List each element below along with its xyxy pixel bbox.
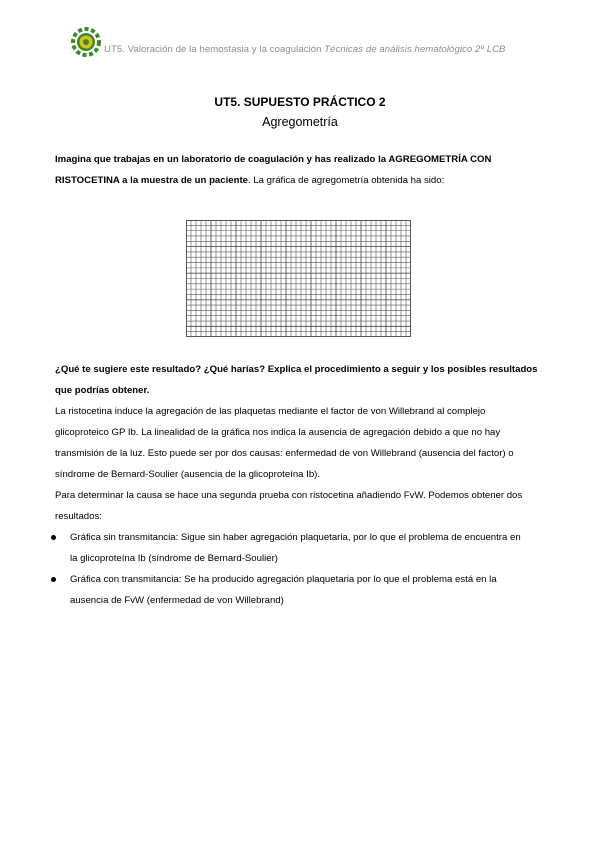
intro-line-1: Imagina que trabajas en un laboratorio de coagulación y has realizado la AGREGOMETRÍA CON (55, 154, 492, 165)
page-header (70, 26, 550, 62)
intro-line-2-rest: . La gráfica de agregometría obtenida ha sido: (248, 175, 445, 186)
list-item-line-1: Gráfica sin transmitancia: Sigue sin haber agregación plaquetaria, por lo que el problema de encuentra en (70, 532, 521, 543)
header-title (104, 44, 505, 55)
aggregometry-chart (186, 220, 411, 337)
list-item-line-2: ausencia de FvW (enfermedad de von Willebrand) (70, 595, 284, 606)
answer-line: resultados: (55, 511, 102, 522)
intro-paragraph (55, 149, 545, 191)
intro-line-2-bold: RISTOCETINA a la muestra de un paciente (55, 175, 248, 186)
page-title: UT5. SUPUESTO PRÁCTICO 2 (214, 95, 386, 109)
list-item-line-2: la glicoproteína Ib (síndrome de Bernard-Soulier) (70, 553, 278, 564)
bullet-icon (51, 535, 56, 540)
question-line-1: ¿Qué te sugiere este resultado? ¿Qué harías? Explica el procedimiento a seguir y los posibles resultados (55, 364, 538, 375)
intro-line-2 (55, 170, 545, 191)
answer-line: síndrome de Bernard-Soulier (ausencia de la glicoproteína Ib). (55, 469, 321, 480)
answer-line: transmisión de la luz. Esto puede ser por dos causas: enfermedad de von Willebrand (ausencia del factor) o (55, 448, 514, 459)
list-item (50, 569, 550, 611)
answer-line: Para determinar la causa se hace una segunda prueba con ristocetina añadiendo FvW. Podemos obtener dos (55, 490, 523, 501)
answer-line: glicoproteico GP Ib. La linealidad de la gráfica nos indica la ausencia de agregación debido a que no hay (55, 427, 501, 438)
list-item (50, 527, 550, 569)
school-logo-icon (70, 26, 102, 58)
answer-line: La ristocetina induce la agregación de las plaquetas mediante el factor de von Willebrand al complejo (55, 406, 486, 417)
question-paragraph (55, 359, 545, 401)
header-unit: UT5. Valoración de la hemostasia y la coagulación (104, 44, 325, 55)
question-line-2: que podrías obtener. (55, 385, 150, 396)
page-subtitle: Agregometría (262, 115, 338, 129)
header-course: Técnicas de análisis hematológico 2º LCB (324, 44, 506, 55)
list-item-line-1: Gráfica con transmitancia: Se ha producido agregación plaquetaria por lo que el problema está en la (70, 574, 497, 585)
results-list (50, 527, 550, 611)
answer-paragraph (55, 401, 545, 527)
bullet-icon (51, 577, 56, 582)
